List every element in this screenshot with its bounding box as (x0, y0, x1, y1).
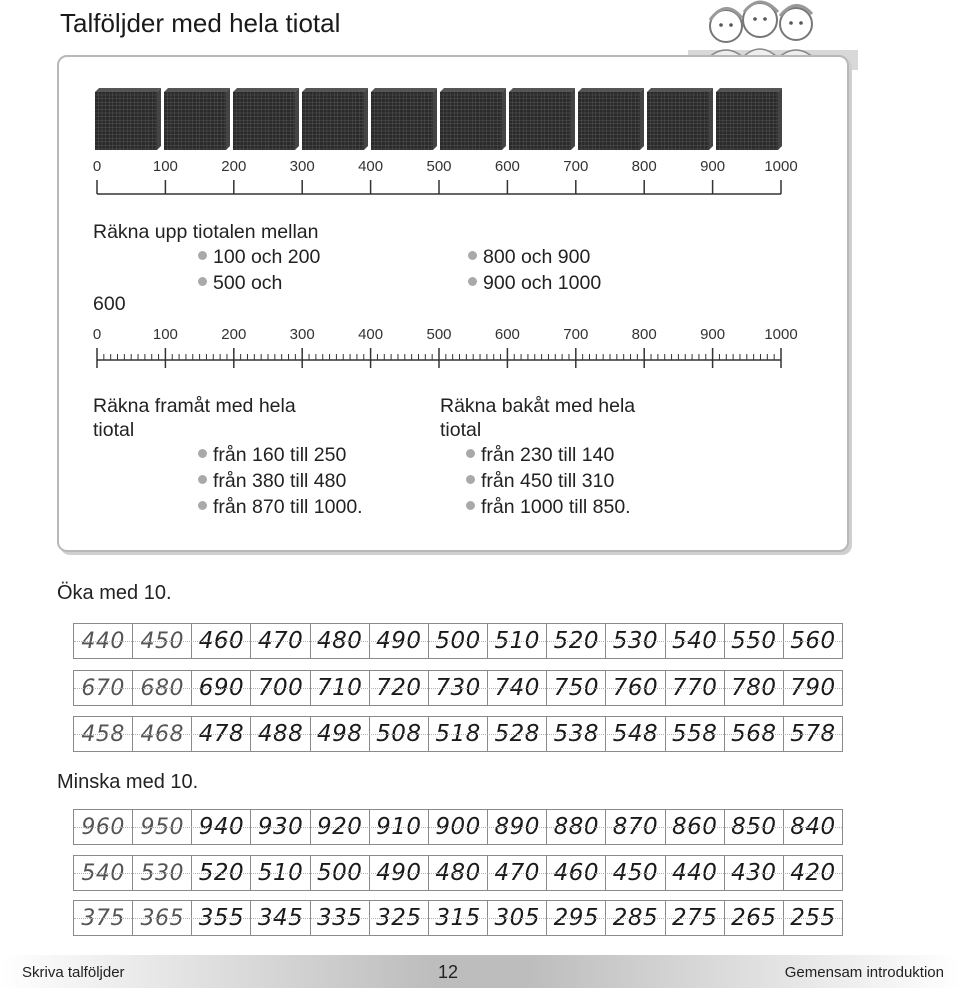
answer-number-cell: 530 (606, 624, 665, 658)
answer-number-cell: 528 (488, 717, 547, 751)
answer-number-cell: 558 (666, 717, 725, 751)
sequence-row (73, 809, 843, 845)
answer-number-cell: 355 (192, 901, 251, 935)
number-line-label: 800 (631, 158, 657, 175)
answer-number-cell: 498 (311, 717, 370, 751)
answer-number-cell: 910 (370, 810, 429, 844)
sequence-row (73, 716, 843, 752)
answer-number-cell: 325 (370, 901, 429, 935)
instruction-item: 800 och 900 (468, 246, 590, 269)
answer-number-cell: 548 (606, 717, 665, 751)
answer-number-cell: 440 (666, 856, 725, 890)
answer-number-cell: 480 (311, 624, 370, 658)
number-line-label: 200 (221, 326, 247, 343)
given-number-cell: 440 (74, 624, 133, 658)
answer-number-cell: 518 (429, 717, 488, 751)
number-line-label: 400 (358, 326, 384, 343)
given-number-cell: 680 (133, 671, 192, 705)
number-line-label: 500 (426, 326, 452, 343)
answer-number-cell: 538 (547, 717, 606, 751)
answer-number-cell: 520 (547, 624, 606, 658)
instruction-item: 500 och (198, 272, 282, 295)
answer-number-cell: 295 (547, 901, 606, 935)
answer-number-cell: 508 (370, 717, 429, 751)
backward-item: från 230 till 140 (466, 444, 614, 467)
forward-item: från 380 till 480 (198, 470, 346, 493)
sequence-row (73, 900, 843, 936)
answer-number-cell: 740 (488, 671, 547, 705)
answer-number-cell: 840 (790, 814, 836, 840)
answer-number-cell: 860 (666, 810, 725, 844)
answer-number-cell: 488 (251, 717, 310, 751)
given-number-cell: 670 (74, 671, 133, 705)
answer-number-cell: 478 (192, 717, 251, 751)
answer-number-cell: 730 (429, 671, 488, 705)
answer-number-cell: 520 (192, 856, 251, 890)
answer-number-cell: 480 (429, 856, 488, 890)
backward-heading-2: tiotal (440, 419, 482, 441)
number-line-label: 1000 (764, 158, 798, 175)
answer-number-cell: 500 (311, 856, 370, 890)
answer-number-cell: 345 (251, 901, 310, 935)
answer-number-cell: 550 (725, 624, 784, 658)
number-line-label: 0 (92, 326, 102, 343)
instruction-extra: 600 (93, 293, 126, 315)
answer-number-cell: 568 (725, 717, 784, 751)
given-number-cell: 365 (133, 901, 192, 935)
instruction-item: 100 och 200 (198, 246, 320, 269)
answer-number-cell: 510 (251, 856, 310, 890)
number-line-label: 500 (426, 158, 452, 175)
number-line-label: 100 (152, 326, 178, 343)
answer-number-cell: 560 (790, 628, 836, 654)
answer-number-cell: 430 (725, 856, 784, 890)
sequence-row (73, 855, 843, 891)
backward-item: från 1000 till 850. (466, 496, 631, 519)
given-number-cell: 530 (133, 856, 192, 890)
number-line-label: 600 (494, 326, 520, 343)
number-line-label: 300 (289, 158, 315, 175)
answer-number-cell: 750 (547, 671, 606, 705)
number-line-label: 700 (563, 326, 589, 343)
answer-number-cell: 460 (547, 856, 606, 890)
answer-number-cell: 700 (251, 671, 310, 705)
number-line-label: 100 (152, 158, 178, 175)
answer-number-cell: 900 (429, 810, 488, 844)
given-number-cell: 960 (74, 810, 133, 844)
answer-number-cell: 450 (606, 856, 665, 890)
given-number-cell: 450 (133, 624, 192, 658)
answer-number-cell: 490 (370, 856, 429, 890)
answer-number-cell: 890 (488, 810, 547, 844)
footer-chapter: Gemensam introduktion (784, 964, 944, 981)
backward-heading: Räkna bakåt med hela (440, 395, 636, 417)
number-line-label: 0 (92, 158, 102, 175)
forward-item: från 870 till 1000. (198, 496, 363, 519)
answer-number-cell: 780 (725, 671, 784, 705)
number-line-1 (90, 178, 790, 198)
answer-number-cell: 500 (429, 624, 488, 658)
number-line-1-labels (0, 158, 960, 178)
number-line-label: 700 (563, 158, 589, 175)
number-line-label: 1000 (764, 326, 798, 343)
number-line-label: 300 (289, 326, 315, 343)
number-line-label: 900 (700, 158, 726, 175)
footer-section-name: Skriva talföljder (22, 964, 125, 981)
answer-number-cell: 940 (192, 810, 251, 844)
number-line-label: 900 (700, 326, 726, 343)
decrease-label: Minska med 10. (57, 771, 199, 793)
number-line-label: 200 (221, 158, 247, 175)
given-number-cell: 950 (133, 810, 192, 844)
answer-number-cell: 510 (488, 624, 547, 658)
answer-number-cell: 720 (370, 671, 429, 705)
answer-number-cell: 335 (311, 901, 370, 935)
number-line-label: 800 (631, 326, 657, 343)
given-number-cell: 468 (133, 717, 192, 751)
given-number-cell: 540 (74, 856, 133, 890)
answer-number-cell: 578 (790, 721, 836, 747)
given-number-cell: 375 (74, 901, 133, 935)
forward-heading: Räkna framåt med hela (93, 395, 296, 417)
given-number-cell: 458 (74, 717, 133, 751)
answer-number-cell: 540 (666, 624, 725, 658)
answer-number-cell: 790 (790, 675, 836, 701)
page-number: 12 (438, 962, 459, 982)
answer-number-cell: 255 (790, 905, 836, 931)
page-title: Talföljder med hela tiotal (60, 8, 341, 38)
answer-number-cell: 850 (725, 810, 784, 844)
number-line-label: 400 (358, 158, 384, 175)
increase-label: Öka med 10. (57, 582, 172, 604)
answer-number-cell: 710 (311, 671, 370, 705)
answer-number-cell: 880 (547, 810, 606, 844)
answer-number-cell: 930 (251, 810, 310, 844)
answer-number-cell: 870 (606, 810, 665, 844)
backward-item: från 450 till 310 (466, 470, 614, 493)
answer-number-cell: 770 (666, 671, 725, 705)
instruction-count-heading: Räkna upp tiotalen mellan (93, 221, 319, 243)
sequence-row (73, 623, 843, 659)
answer-number-cell: 920 (311, 810, 370, 844)
answer-number-cell: 470 (488, 856, 547, 890)
answer-number-cell: 690 (192, 671, 251, 705)
answer-number-cell: 265 (725, 901, 784, 935)
hundred-blocks (95, 88, 785, 150)
sequence-row (73, 670, 843, 706)
number-line-2-labels (0, 326, 960, 346)
answer-number-cell: 420 (790, 860, 836, 886)
answer-number-cell: 460 (192, 624, 251, 658)
answer-number-cell: 760 (606, 671, 665, 705)
forward-heading-2: tiotal (93, 419, 135, 441)
answer-number-cell: 315 (429, 901, 488, 935)
answer-number-cell: 275 (666, 901, 725, 935)
answer-number-cell: 490 (370, 624, 429, 658)
number-line-2 (90, 346, 790, 372)
instruction-item: 900 och 1000 (468, 272, 601, 295)
forward-item: från 160 till 250 (198, 444, 346, 467)
answer-number-cell: 305 (488, 901, 547, 935)
number-line-label: 600 (494, 158, 520, 175)
answer-number-cell: 470 (251, 624, 310, 658)
answer-number-cell: 285 (606, 901, 665, 935)
